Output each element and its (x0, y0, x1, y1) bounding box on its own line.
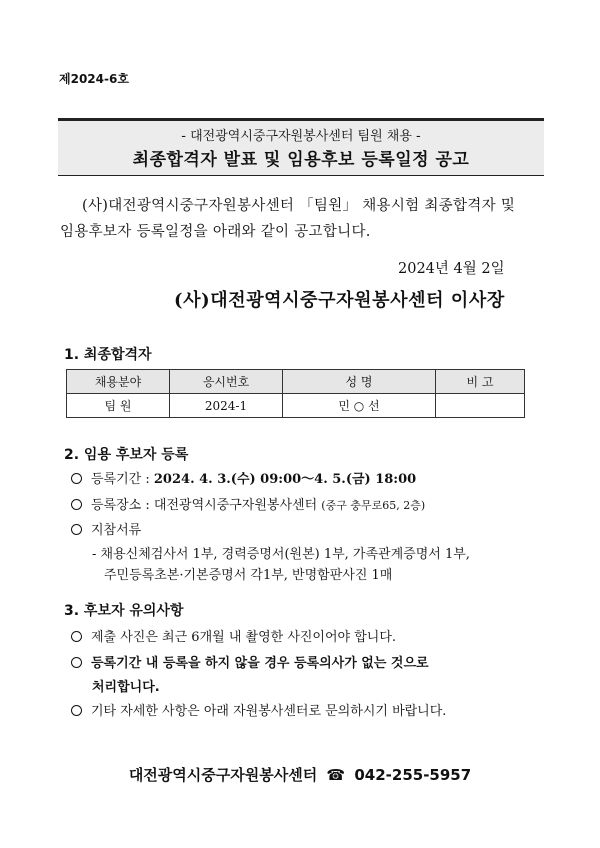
section-2-title: 2. 임용 후보자 등록 (64, 447, 189, 463)
notice-item-1 (71, 626, 396, 645)
intro-line-2: 임용후보자 등록일정을 아래와 같이 공고합니다. (60, 224, 371, 240)
table-header-row (67, 370, 525, 394)
footer-phone: 042-255-5957 (354, 766, 472, 784)
place-value: 대전광역시중구자원봉사센터 (153, 498, 318, 513)
page-title: 최종합격자 발표 및 임용후보 등록일정 공고 (132, 150, 470, 170)
notice-item-1-text: 제출 사진은 최근 6개월 내 촬영한 사진이어야 합니다. (91, 630, 397, 645)
footer-org: 대전광역시중구자원봉사센터 (128, 766, 318, 784)
documents-label: 지참서류 (91, 523, 142, 538)
document-number: 제2024-6호 (59, 72, 129, 86)
organization-name: (사)대전광역시중구자원봉사센터 이사장 (174, 290, 505, 311)
circle-bullet-icon (71, 657, 82, 668)
registration-period (71, 468, 416, 487)
subtitle: - 대전광역시중구자원봉사센터 팀원 채용 - (181, 129, 421, 144)
header-exam-number: 응시번호 (170, 370, 283, 394)
intro-line-1: (사)대전광역시중구자원봉사센터 「팀원」 채용시험 최종합격자 및 (82, 198, 516, 214)
period-label: 등록기간 : (91, 472, 150, 487)
title-box (58, 118, 544, 176)
notice-item-2-text: 등록기간 내 등록을 하지 않을 경우 등록의사가 없는 것으로 (91, 656, 429, 671)
circle-bullet-icon (71, 631, 82, 642)
required-documents (71, 519, 141, 538)
cell-remarks (436, 394, 525, 418)
notice-item-3-text: 기타 자세한 사항은 아래 자원봉사센터로 문의하시기 바랍니다. (91, 704, 447, 719)
notice-item-3 (71, 700, 446, 719)
section-1-title: 1. 최종합격자 (64, 347, 152, 363)
header-name: 성 명 (283, 370, 436, 394)
place-note: (중구 충무로65, 2층) (321, 499, 426, 512)
cell-field: 팀 원 (67, 394, 170, 418)
circle-bullet-icon (71, 473, 82, 484)
contact-footer (0, 764, 600, 785)
phone-icon: ☎ (326, 766, 346, 784)
place-label: 등록장소 : (91, 498, 150, 513)
header-remarks: 비 고 (436, 370, 525, 394)
notice-item-2-continuation: 처리합니다. (92, 680, 160, 695)
circle-bullet-icon (71, 499, 82, 510)
announcement-date: 2024년 4월 2일 (398, 261, 505, 277)
cell-exam-number: 2024-1 (170, 394, 283, 418)
registration-place (71, 494, 425, 513)
circle-bullet-icon (71, 705, 82, 716)
notice-item-2 (71, 652, 429, 671)
period-value: 2024. 4. 3.(수) 09:00～4. 5.(금) 18:00 (153, 472, 417, 487)
documents-line-2: 주민등록초본·기본증명서 각1부, 반명함판사진 1매 (104, 568, 393, 583)
documents-line-1: - 채용신체검사서 1부, 경력증명서(원본) 1부, 가족관계증명서 1부, (92, 547, 470, 562)
header-field: 채용분야 (67, 370, 170, 394)
table-row (67, 394, 525, 418)
final-passers-table (66, 369, 525, 418)
cell-name: 민 ○ 선 (283, 394, 436, 418)
section-3-title: 3. 후보자 유의사항 (64, 603, 184, 619)
circle-bullet-icon (71, 524, 82, 535)
